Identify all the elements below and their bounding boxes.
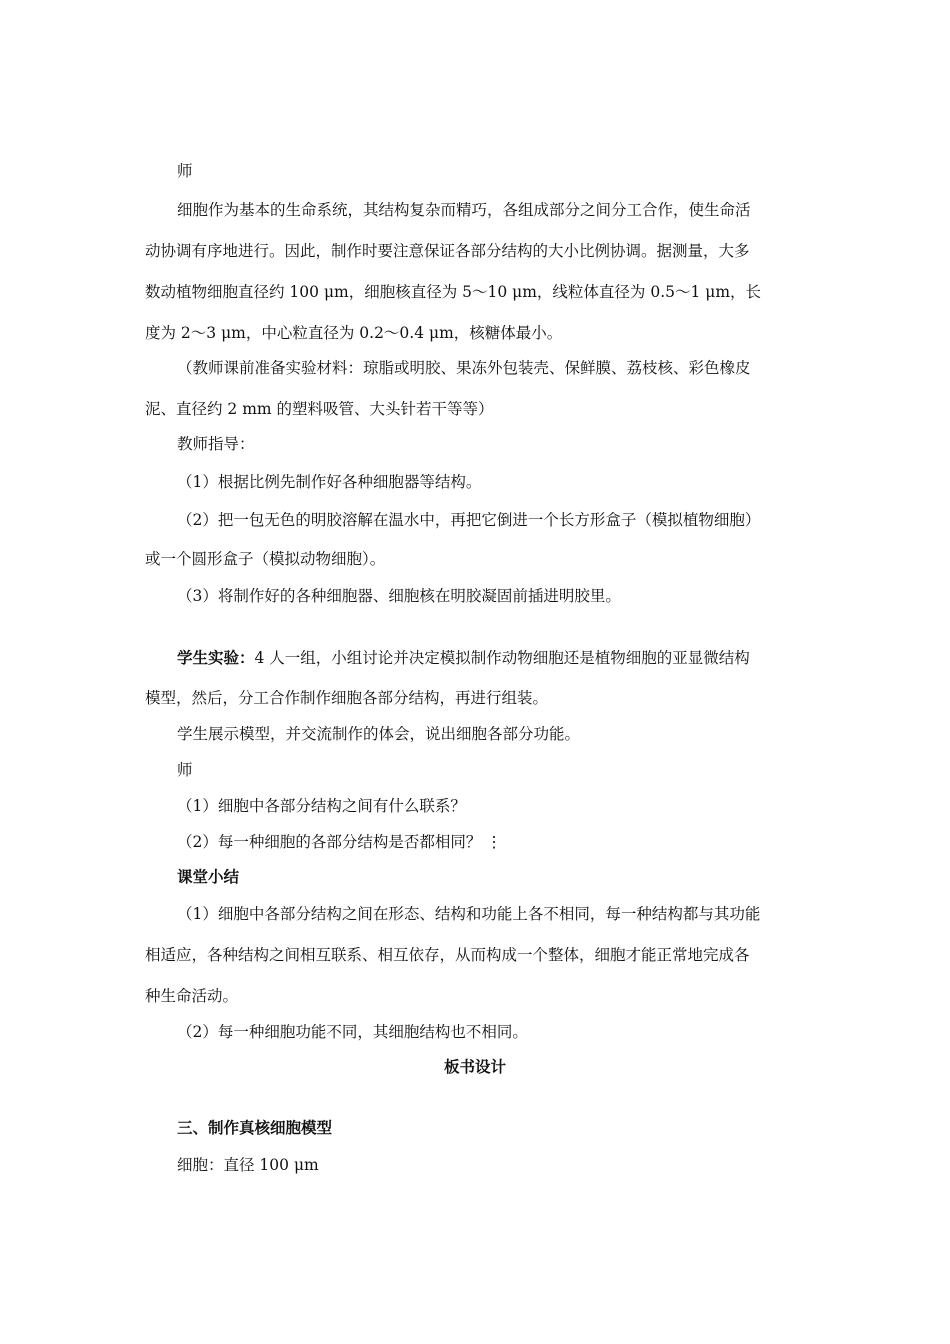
guidance-step-2-line-2: 或一个圆形盒子（模拟动物细胞）。 <box>145 550 386 568</box>
teacher-label: 师 <box>177 162 193 180</box>
guidance-step-3: （3）将制作好的各种细胞器、细胞核在明胶凝固前插进明胶里。 <box>177 587 621 605</box>
guidance-step-1: （1）根据比例先制作好各种细胞器等结构。 <box>177 473 482 491</box>
intro-line-3: 数动植物细胞直径约 100 μm，细胞核直径为 5～10 μm，线粒体直径为 0.5～1 μm，长 <box>145 283 762 301</box>
summary-p1-line-2: 相适应，各种结构之间相互联系、相互依存，从而构成一个整体，细胞才能正常地完成各 <box>145 946 750 964</box>
guidance-step-2-line-1: （2）把一包无色的明胶溶解在温水中，再把它倒进一个长方形盒子（模拟植物细胞） <box>177 511 761 529</box>
question-2: （2）每一种细胞的各部分结构是否都相同？ ⋮ <box>177 833 502 851</box>
student-experiment-line-1 <box>177 647 750 669</box>
question-1: （1）细胞中各部分结构之间有什么联系？ <box>177 797 466 815</box>
intro-line-1: 细胞作为基本的生命系统，其结构复杂而精巧，各组成部分之间分工合作，使生命活 <box>177 201 751 219</box>
student-experiment-text: 4 人一组，小组讨论并决定模拟制作动物细胞还是植物细胞的亚显微结构 <box>254 649 750 667</box>
materials-line-2: 泥、直径约 2 mm 的塑料吸管、大头针若干等等） <box>145 400 494 418</box>
intro-line-4: 度为 2～3 μm，中心粒直径为 0.2～0.4 μm，核糖体最小。 <box>145 324 563 342</box>
teacher-label: 师 <box>177 761 193 779</box>
intro-line-2: 动协调有序地进行。因此，制作时要注意保证各部分结构的大小比例协调。据测量，大多 <box>145 242 750 260</box>
board-section-title: 三、制作真核细胞模型 <box>177 1119 333 1137</box>
summary-p2: （2）每一种细胞功能不同，其细胞结构也不相同。 <box>177 1023 528 1041</box>
student-experiment-line-2: 模型，然后，分工合作制作细胞各部分结构，再进行组装。 <box>145 689 549 707</box>
summary-p1-line-1: （1）细胞中各部分结构之间在形态、结构和功能上各不相同，每一种结构都与其功能 <box>177 905 761 923</box>
materials-line-1: （教师课前准备实验材料：琼脂或明胶、果冻外包装壳、保鲜膜、荔枝核、彩色橡皮 <box>177 359 751 377</box>
summary-p1-line-3: 种生命活动。 <box>145 987 239 1005</box>
guidance-heading: 教师指导： <box>177 435 255 453</box>
student-experiment-label: 学生实验： <box>177 649 255 667</box>
board-design-heading: 板书设计 <box>443 1058 506 1076</box>
summary-heading: 课堂小结 <box>177 868 240 886</box>
board-cell-line: 细胞：直径 100 μm <box>177 1156 319 1174</box>
student-show-text: 学生展示模型，并交流制作的体会，说出细胞各部分功能。 <box>177 725 581 743</box>
